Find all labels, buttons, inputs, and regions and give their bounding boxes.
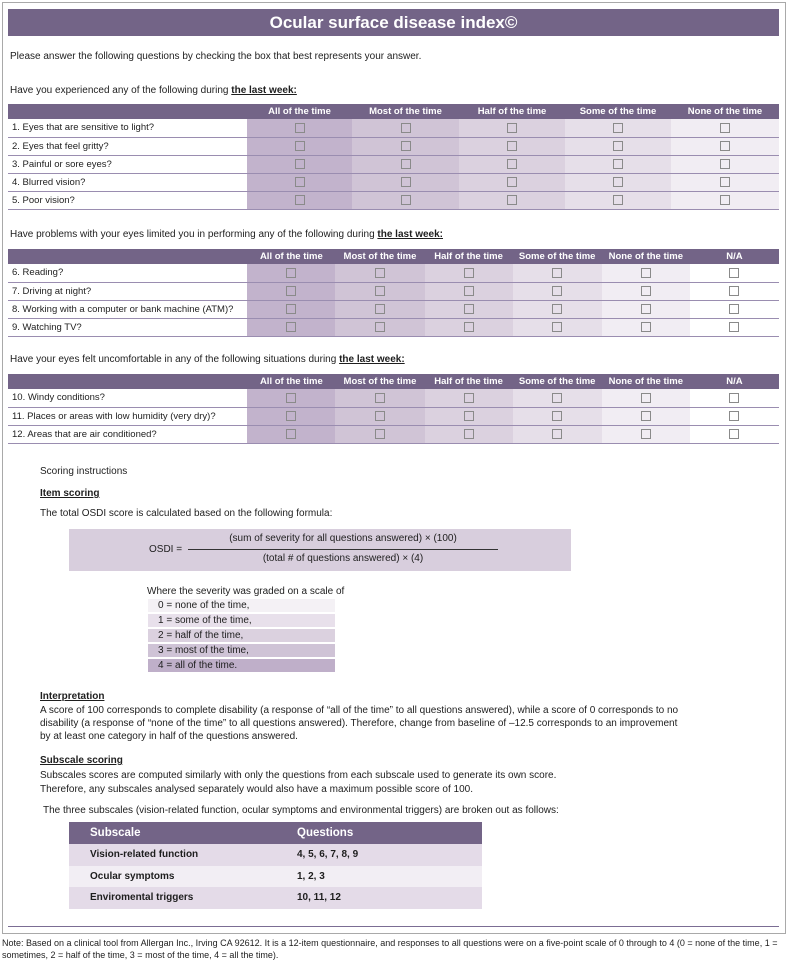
checkbox-q5-half[interactable]	[507, 195, 517, 205]
checkbox-q7-some[interactable]	[552, 286, 562, 296]
question-label: 8. Working with a computer or bank machine (ATM)?	[8, 300, 247, 318]
checkbox-q3-most[interactable]	[401, 159, 411, 169]
checkbox-q12-half[interactable]	[464, 429, 474, 439]
question-row	[8, 191, 779, 209]
subscale-questions: 4, 5, 6, 7, 8, 9	[297, 849, 359, 861]
section2-header-row	[8, 249, 779, 264]
subscale-name: Ocular symptoms	[90, 870, 175, 882]
question-label: 4. Blurred vision?	[8, 173, 247, 191]
checkbox-q10-na[interactable]	[729, 393, 739, 403]
subscale-questions: 1, 2, 3	[297, 870, 325, 882]
checkbox-q2-none[interactable]	[720, 141, 730, 151]
question-label: 6. Reading?	[8, 264, 247, 282]
scale-item: 1 = some of the time,	[148, 614, 335, 627]
checkbox-q3-some[interactable]	[613, 159, 623, 169]
subscale-questions: 10, 11, 12	[297, 892, 341, 904]
section3-header-row	[8, 374, 779, 389]
question-label: 11. Places or areas with low humidity (very dry)?	[8, 407, 247, 425]
col-header: All of the time	[247, 104, 352, 119]
checkbox-q9-none[interactable]	[641, 322, 651, 332]
checkbox-q8-none[interactable]	[641, 304, 651, 314]
interpretation-line: A score of 100 corresponds to complete disability (a response of “all of the time” to all questions answered), while a score of 0 corresponds to no	[40, 705, 679, 716]
section2-emphasis: the last week:	[377, 229, 443, 240]
checkbox-q10-some[interactable]	[552, 393, 562, 403]
question-label: 7. Driving at night?	[8, 282, 247, 300]
scale-item: 0 = none of the time,	[148, 599, 335, 612]
formula-intro: The total OSDI score is calculated based on the following formula:	[40, 508, 333, 519]
scale-item: 3 = most of the time,	[148, 644, 335, 657]
col-header: None of the time	[602, 249, 690, 264]
checkbox-q10-half[interactable]	[464, 393, 474, 403]
question-row	[8, 155, 779, 173]
checkbox-q3-all[interactable]	[295, 159, 305, 169]
subscale-header-row	[69, 822, 482, 844]
checkbox-q11-some[interactable]	[552, 411, 562, 421]
col-header: Most of the time	[335, 249, 424, 264]
scoring-heading: Scoring instructions	[40, 466, 128, 477]
page-title: Ocular surface disease index©	[8, 9, 779, 36]
checkbox-q4-most[interactable]	[401, 177, 411, 187]
question-row	[8, 264, 779, 282]
col-header: N/A	[690, 249, 779, 264]
checkbox-q6-half[interactable]	[464, 268, 474, 278]
checkbox-q5-most[interactable]	[401, 195, 411, 205]
checkbox-q10-none[interactable]	[641, 393, 651, 403]
subscale-heading: Subscale scoring	[40, 755, 123, 766]
question-row	[8, 425, 779, 443]
question-row	[8, 407, 779, 425]
checkbox-q3-none[interactable]	[720, 159, 730, 169]
scale-item: 2 = half of the time,	[148, 629, 335, 642]
checkbox-q6-most[interactable]	[375, 268, 385, 278]
checkbox-q1-none[interactable]	[720, 123, 730, 133]
checkbox-q10-most[interactable]	[375, 393, 385, 403]
question-label: 2. Eyes that feel gritty?	[8, 137, 247, 155]
col-header: None of the time	[671, 104, 779, 119]
checkbox-q3-half[interactable]	[507, 159, 517, 169]
question-label: 9. Watching TV?	[8, 318, 247, 336]
checkbox-q6-all[interactable]	[286, 268, 296, 278]
question-label: 12. Areas that are air conditioned?	[8, 425, 247, 443]
checkbox-q11-half[interactable]	[464, 411, 474, 421]
col-header: Most of the time	[335, 374, 424, 389]
question-label: 1. Eyes that are sensitive to light?	[8, 119, 247, 137]
col-header: None of the time	[602, 374, 690, 389]
subscale-name: Vision-related function	[90, 849, 199, 861]
question-row	[8, 137, 779, 155]
checkbox-q7-na[interactable]	[729, 286, 739, 296]
section3-table	[8, 374, 779, 444]
checkbox-q6-na[interactable]	[729, 268, 739, 278]
checkbox-q1-some[interactable]	[613, 123, 623, 133]
checkbox-q1-half[interactable]	[507, 123, 517, 133]
formula-denominator: (total # of questions answered) × (4)	[262, 553, 424, 564]
subscale-table	[69, 822, 482, 909]
checkbox-q4-all[interactable]	[295, 177, 305, 187]
checkbox-q12-all[interactable]	[286, 429, 296, 439]
question-label: 5. Poor vision?	[8, 191, 247, 209]
checkbox-q4-none[interactable]	[720, 177, 730, 187]
subscale-line: Therefore, any subscales analysed separately would also have a maximum possible score of 100.	[40, 784, 474, 795]
checkbox-q12-na[interactable]	[729, 429, 739, 439]
checkbox-q5-some[interactable]	[613, 195, 623, 205]
col-header: Most of the time	[352, 104, 459, 119]
instructions-text: Please answer the following questions by checking the box that best represents your answer.	[10, 51, 422, 62]
question-row	[8, 282, 779, 300]
scale-item: 4 = all of the time.	[148, 659, 335, 672]
subscale-line: Subscales scores are computed similarly with only the questions from each subscale used to generate its own score.	[40, 770, 557, 781]
checkbox-q10-all[interactable]	[286, 393, 296, 403]
section1-header-row	[8, 104, 779, 119]
section1-emphasis: the last week:	[231, 85, 297, 96]
checkbox-q9-some[interactable]	[552, 322, 562, 332]
checkbox-q12-most[interactable]	[375, 429, 385, 439]
section2-prompt: Have problems with your eyes limited you in performing any of the following during the last week:	[10, 229, 443, 240]
formula-numerator: (sum of severity for all questions answered) × (100)	[229, 533, 457, 544]
col-header: Half of the time	[425, 249, 513, 264]
checkbox-q6-some[interactable]	[552, 268, 562, 278]
question-row	[8, 300, 779, 318]
checkbox-q7-all[interactable]	[286, 286, 296, 296]
checkbox-q2-most[interactable]	[401, 141, 411, 151]
scale-intro: Where the severity was graded on a scale of	[147, 586, 345, 597]
checkbox-q12-some[interactable]	[552, 429, 562, 439]
checkbox-q9-half[interactable]	[464, 322, 474, 332]
checkbox-q2-half[interactable]	[507, 141, 517, 151]
checkbox-q8-half[interactable]	[464, 304, 474, 314]
checkbox-q7-half[interactable]	[464, 286, 474, 296]
interpretation-line: disability (a response of “none of the time” to all questions answered). Therefore, change from baseline of –12.5 corresponds to an improvement	[40, 718, 678, 729]
subscale-row	[69, 887, 482, 909]
question-row	[8, 173, 779, 191]
checkbox-q11-all[interactable]	[286, 411, 296, 421]
section2-table	[8, 249, 779, 337]
question-row	[8, 318, 779, 336]
section1-prompt: Have you experienced any of the following during the last week:	[10, 85, 297, 96]
subscale-row	[69, 844, 482, 866]
subscale-intro: The three subscales (vision-related function, ocular symptoms and environmental triggers) are broken out as follows:	[43, 805, 559, 816]
interpretation-heading: Interpretation	[40, 691, 105, 702]
question-row	[8, 119, 779, 137]
section1-table	[8, 104, 779, 210]
checkbox-q11-most[interactable]	[375, 411, 385, 421]
checkbox-q8-some[interactable]	[552, 304, 562, 314]
checkbox-q11-na[interactable]	[729, 411, 739, 421]
col-header: Half of the time	[459, 104, 565, 119]
checkbox-q7-most[interactable]	[375, 286, 385, 296]
checkbox-q5-none[interactable]	[720, 195, 730, 205]
question-label: 3. Painful or sore eyes?	[8, 155, 247, 173]
formula-label: OSDI =	[149, 544, 183, 555]
checkbox-q12-none[interactable]	[641, 429, 651, 439]
checkbox-q9-all[interactable]	[286, 322, 296, 332]
fraction-bar	[188, 549, 498, 550]
checkbox-q9-na[interactable]	[729, 322, 739, 332]
col-header: All of the time	[247, 249, 335, 264]
section3-prompt: Have your eyes felt uncomfortable in any of the following situations during the last week:	[10, 354, 405, 365]
question-row	[8, 389, 779, 407]
footnote: Note: Based on a clinical tool from Allergan Inc., Irving CA 92612. It is a 12-item questionnaire, and responses to all questions were on a five-point scale of 0 through to 4 (0 = none of the time, 1 = sometimes, 2 = half of the time, 3 = most of the time, 4 = all the time).	[2, 938, 778, 960]
checkbox-q7-none[interactable]	[641, 286, 651, 296]
checkbox-q8-na[interactable]	[729, 304, 739, 314]
subscale-col-header: Subscale	[69, 822, 297, 844]
col-header: N/A	[690, 374, 779, 389]
checkbox-q8-all[interactable]	[286, 304, 296, 314]
item-scoring-heading: Item scoring	[40, 488, 100, 499]
subscale-name: Enviromental triggers	[90, 892, 194, 904]
subscale-row	[69, 866, 482, 888]
checkbox-q9-most[interactable]	[375, 322, 385, 332]
checkbox-q2-some[interactable]	[613, 141, 623, 151]
col-header: Some of the time	[513, 249, 602, 264]
checkbox-q1-all[interactable]	[295, 123, 305, 133]
checkbox-q2-all[interactable]	[295, 141, 305, 151]
checkbox-q5-all[interactable]	[295, 195, 305, 205]
questions-col-header: Questions	[297, 822, 482, 844]
checkbox-q4-some[interactable]	[613, 177, 623, 187]
checkbox-q1-most[interactable]	[401, 123, 411, 133]
divider	[8, 926, 779, 927]
interpretation-line: by at least one category in half of the questions answered.	[40, 731, 298, 742]
checkbox-q4-half[interactable]	[507, 177, 517, 187]
checkbox-q8-most[interactable]	[375, 304, 385, 314]
section3-emphasis: the last week:	[339, 354, 405, 365]
col-header: Some of the time	[513, 374, 602, 389]
checkbox-q6-none[interactable]	[641, 268, 651, 278]
checkbox-q11-none[interactable]	[641, 411, 651, 421]
col-header: All of the time	[247, 374, 335, 389]
col-header: Some of the time	[565, 104, 671, 119]
col-header: Half of the time	[425, 374, 513, 389]
question-label: 10. Windy conditions?	[8, 389, 247, 407]
